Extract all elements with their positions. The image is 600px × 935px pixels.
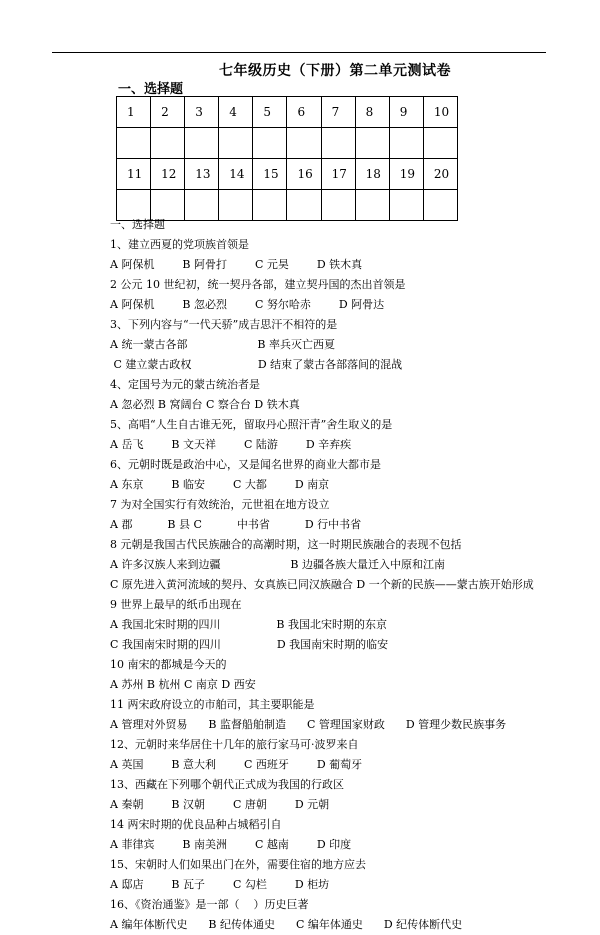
grid-cell: 13 (185, 159, 219, 190)
answer-cell[interactable] (185, 128, 219, 159)
question-line: 15、宋朝时人们如果出门在外，需要住宿的地方应去 (110, 858, 366, 871)
grid-cell: 5 (253, 97, 287, 128)
option-line: A 苏州 B 杭州 C 南京 D 西安 (110, 678, 256, 691)
section-heading: 一、选择题 (118, 82, 184, 97)
grid-cell: 17 (321, 159, 355, 190)
option-line: C 原先进入黄河流域的契丹、女真族已同汉族融合 D 一个新的民族——蒙古族开始形成 (110, 578, 534, 591)
option-line: A 郡 B 县 C 中书省 D 行中书省 (110, 518, 362, 531)
grid-cell: 9 (389, 97, 423, 128)
option-line: A 编年体断代史 B 纪传体通史 C 编年体通史 D 纪传体断代史 (110, 918, 463, 931)
grid-cell: 4 (219, 97, 253, 128)
grid-cell: 14 (219, 159, 253, 190)
option-line: A 阿保机 B 忽必烈 C 努尔哈赤 D 阿骨达 (110, 298, 385, 311)
question-line: 2 公元 10 世纪初，统一契丹各部，建立契丹国的杰出首领是 (110, 278, 406, 291)
option-line: A 阿保机 B 阿骨打 C 元昊 D 铁木真 (110, 258, 363, 271)
answer-cell[interactable] (287, 128, 321, 159)
answer-cell[interactable] (423, 128, 457, 159)
grid-cell: 1 (117, 97, 151, 128)
grid-cell: 2 (151, 97, 185, 128)
grid-cell: 10 (423, 97, 457, 128)
option-line: C 建立蒙古政权 D 结束了蒙古各部落间的混战 (110, 358, 403, 371)
grid-row-answers-1 (117, 128, 458, 159)
question-line: 14 两宋时期的优良品种占城稻引自 (110, 818, 282, 831)
grid-cell: 7 (321, 97, 355, 128)
section-label: 一、选择题 (110, 218, 165, 231)
option-line: A 东京 B 临安 C 大都 D 南京 (110, 478, 330, 491)
answer-cell[interactable] (355, 128, 389, 159)
question-line: 10 南宋的都城是今天的 (110, 658, 227, 671)
grid-cell: 12 (151, 159, 185, 190)
question-line: 13、西藏在下列哪个朝代正式成为我国的行政区 (110, 778, 344, 791)
grid-cell: 15 (253, 159, 287, 190)
document-title: 七年级历史（下册）第二单元测试卷 (219, 63, 451, 79)
option-line: A 邸店 B 瓦子 C 勾栏 D 柜坊 (110, 878, 330, 891)
grid-row-numbers-2 (117, 159, 458, 190)
option-line: A 菲律宾 B 南美洲 C 越南 D 印度 (110, 838, 352, 851)
grid-cell: 3 (185, 97, 219, 128)
grid-cell: 6 (287, 97, 321, 128)
grid-cell: 20 (423, 159, 457, 190)
option-line: A 英国 B 意大利 C 西班牙 D 葡萄牙 (110, 758, 363, 771)
option-line: A 统一蒙古各部 B 率兵灭亡西夏 (110, 338, 335, 351)
answer-cell[interactable] (253, 128, 287, 159)
question-list (110, 215, 590, 935)
option-line: A 秦朝 B 汉朝 C 唐朝 D 元朝 (110, 798, 330, 811)
grid-cell: 19 (389, 159, 423, 190)
question-line: 6、元朝时既是政治中心，又是闻名世界的商业大都市是 (110, 458, 381, 471)
question-line: 12、元朝时来华居住十几年的旅行家马可·波罗来自 (110, 738, 359, 751)
answer-cell[interactable] (389, 128, 423, 159)
question-line: 7 为对全国实行有效统治，元世祖在地方设立 (110, 498, 330, 511)
grid-row-numbers-1 (117, 97, 458, 128)
question-line: 3、下列内容与“一代天骄”成吉思汗不相符的是 (110, 318, 338, 331)
answer-cell[interactable] (321, 128, 355, 159)
question-line: 9 世界上最早的纸币出现在 (110, 598, 242, 611)
grid-cell: 16 (287, 159, 321, 190)
question-line: 16、《资治通鉴》是一部（ ）历史巨著 (110, 898, 309, 911)
option-line: A 岳飞 B 文天祥 C 陆游 D 辛弃疾 (110, 438, 352, 451)
grid-cell: 18 (355, 159, 389, 190)
option-line: A 忽必烈 B 窝阔台 C 察合台 D 铁木真 (110, 398, 300, 411)
answer-cell[interactable] (219, 128, 253, 159)
question-line: 1、建立西夏的党项族首领是 (110, 238, 249, 251)
grid-cell: 8 (355, 97, 389, 128)
option-line: A 管理对外贸易 B 监督船舶制造 C 管理国家财政 D 管理少数民族事务 (110, 718, 507, 731)
question-line: 5、高唱“人生自古谁无死，留取丹心照汗青”舍生取义的是 (110, 418, 393, 431)
option-line: C 我国南宋时期的四川 D 我国南宋时期的临安 (110, 638, 389, 651)
answer-cell[interactable] (151, 128, 185, 159)
grid-cell: 11 (117, 159, 151, 190)
question-line: 4、定国号为元的蒙古统治者是 (110, 378, 260, 391)
answer-cell[interactable] (117, 128, 151, 159)
option-line: A 许多汉族人来到边疆 B 边疆各族大量迁入中原和江南 (110, 558, 445, 571)
top-rule (52, 52, 546, 53)
question-line: 11 两宋政府设立的市舶司，其主要职能是 (110, 698, 315, 711)
answer-grid (116, 96, 458, 221)
question-line: 8 元朝是我国古代民族融合的高潮时期，这一时期民族融合的表现不包括 (110, 538, 462, 551)
option-line: A 我国北宋时期的四川 B 我国北宋时期的东京 (110, 618, 387, 631)
